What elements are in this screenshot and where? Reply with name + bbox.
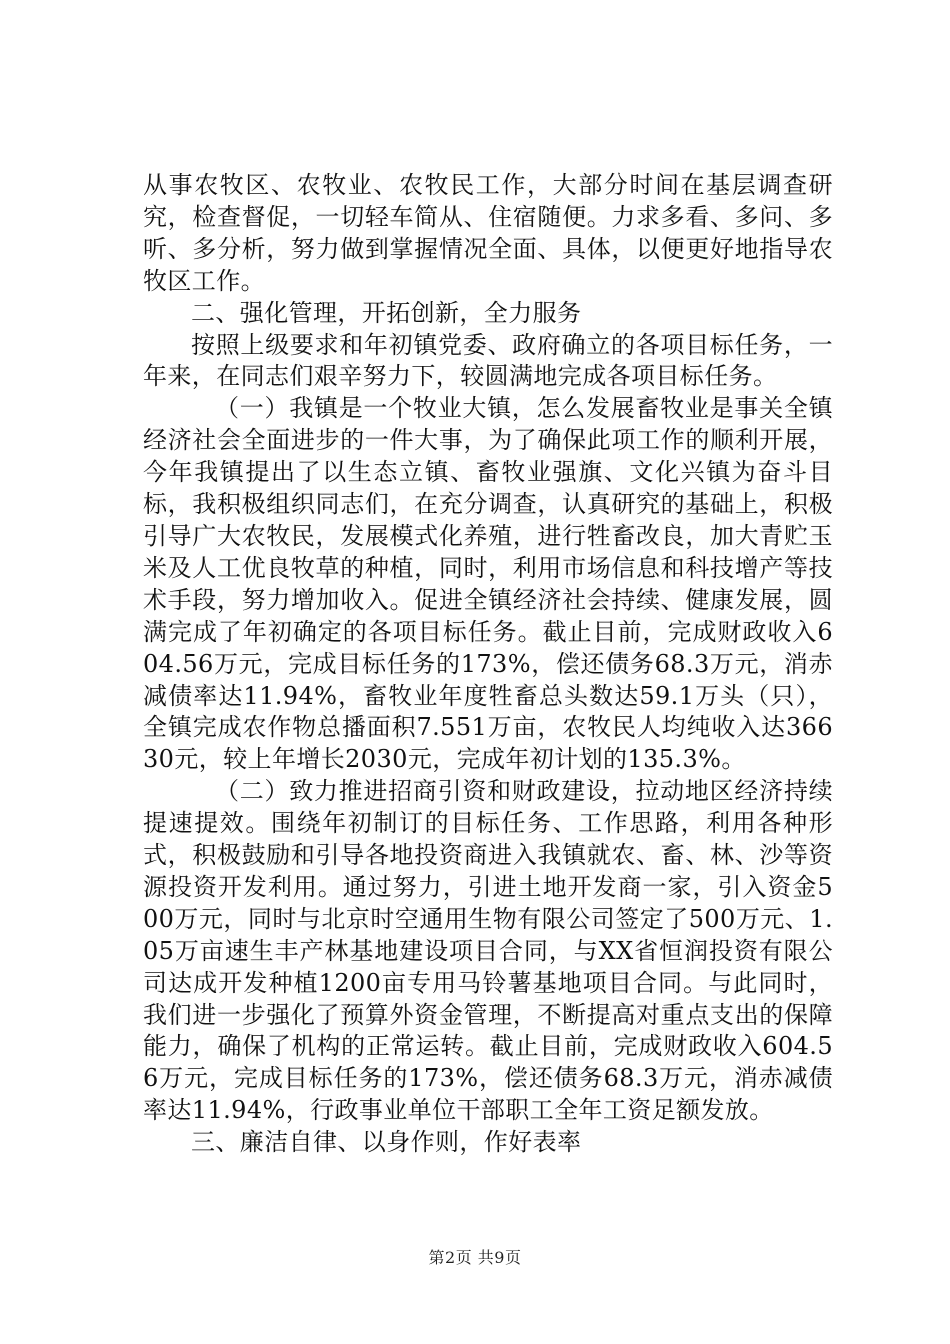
paragraph-item-1: （一）我镇是一个牧业大镇，怎么发展畜牧业是事关全镇经济社会全面进步的一件大事，为了确保此项工作的顺利开展，今年我镇提出了以生态立镇、畜牧业强旗、文化兴镇为奋斗目标，我积极组织同志们，在充分调查，认真研究的基础上，积极引导广大农牧民，发展模式化养殖，进行牲畜改良，加大青贮玉米及人工优良牧草的种植，同时，利用市场信息和科技增产等技术手段，努力增加收入。促进全镇经济社会持续、健康发展，圆满完成了年初确定的各项目标任务。截止目前，完成财政收入604.56万元，完成目标任务的173%，偿还债务68.3万元，消赤减债率达11.94%，畜牧业年度牲畜总头数达59.1万头（只），全镇完成农作物总播面积7.551万亩，农牧民人均纯收入达36630元，较上年增长2030元，完成年初计划的135.3%。 [143, 394, 833, 774]
paragraph-intro: 按照上级要求和年初镇党委、政府确立的各项目标任务，一年来，在同志们艰辛努力下，较圆满地完成各项目标任务。 [143, 330, 833, 391]
paragraph-continuation: 从事农牧区、农牧业、农牧民工作，大部分时间在基层调查研究，检查督促，一切轻车简从、住宿随便。力求多看、多问、多听、多分析，努力做到掌握情况全面、具体，以便更好地指导农牧区工作。 [143, 171, 833, 295]
document-body [143, 170, 833, 1159]
paragraph-item-2: （二）致力推进招商引资和财政建设，拉动地区经济持续提速提效。围绕年初制订的目标任务、工作思路，利用各种形式，积极鼓励和引导各地投资商进入我镇就农、畜、林、沙等资源投资开发利用。通过努力，引进土地开发商一家，引入资金500万元，同时与北京时空通用生物有限公司签定了500万元、1.05万亩速生丰产林基地建设项目合同，与XX省恒润投资有限公司达成开发种植1200亩专用马铃薯基地项目合同。与此同时，我们进一步强化了预算外资金管理，不断提高对重点支出的保障能力，确保了机构的正常运转。截止目前，完成财政收入604.56万元，完成目标任务的173%，偿还债务68.3万元，消赤减债率达11.94%，行政事业单位干部职工全年工资足额发放。 [143, 777, 833, 1125]
section-heading-2: 二、强化管理，开拓创新，全力服务 [191, 298, 582, 327]
page-number-footer: 第2页 共9页 [428, 1248, 522, 1267]
section-heading-3: 三、廉洁自律、以身作则，作好表率 [191, 1128, 582, 1157]
